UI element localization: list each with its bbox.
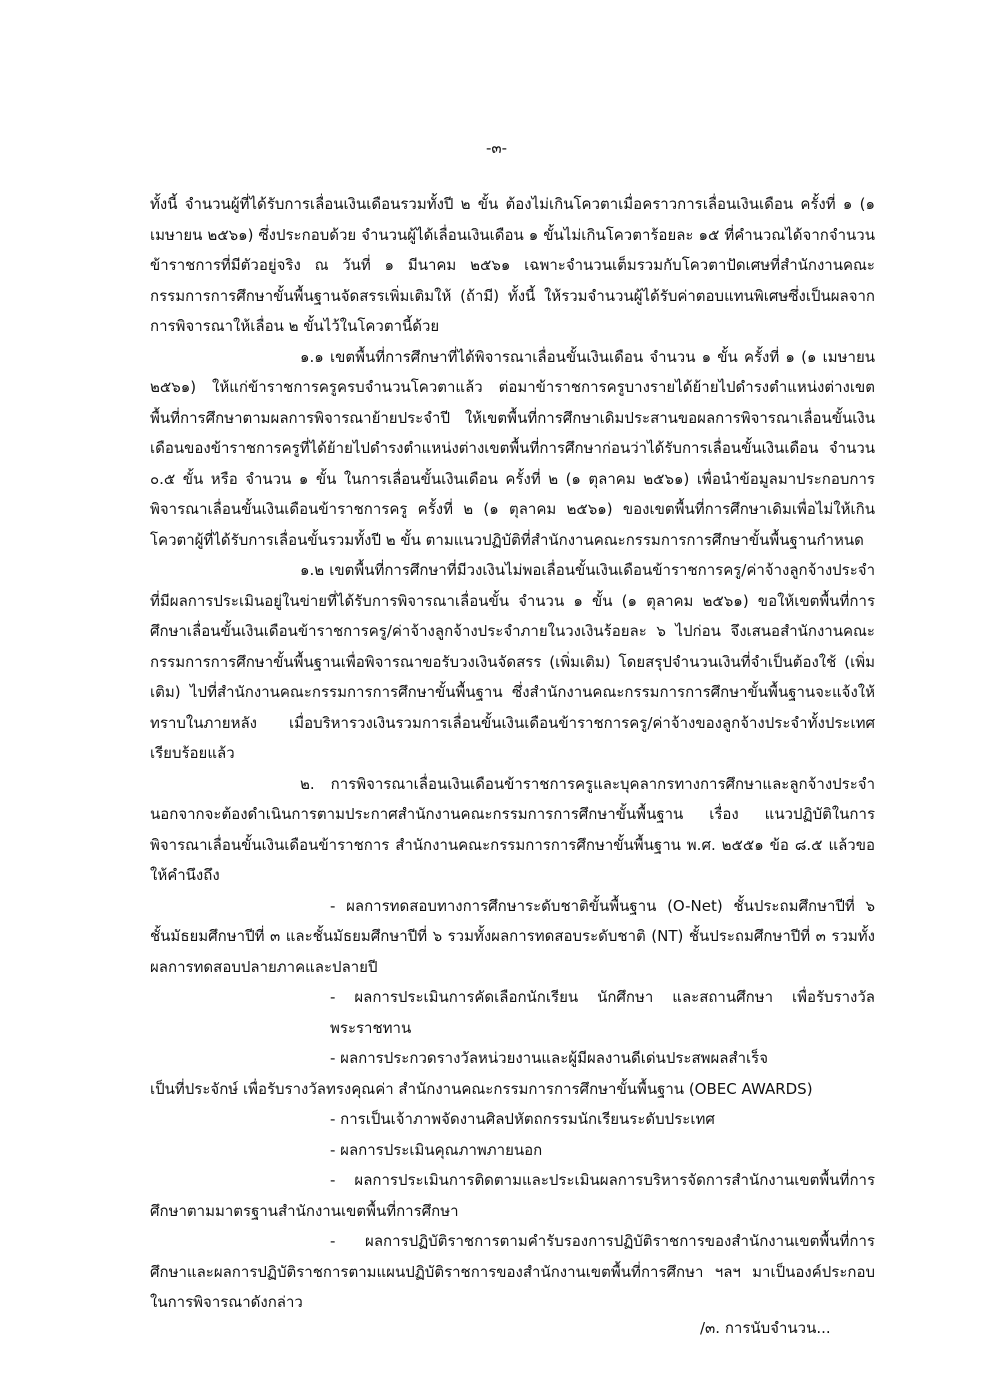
continuation-note: /๓. การนับจำนวน... bbox=[700, 1319, 831, 1337]
bullet-royal-award: - ผลการประเมินการคัดเลือกนักเรียน นักศึกษา และสถานศึกษา เพื่อรับรางวัลพระราชทาน bbox=[330, 988, 875, 1037]
paragraph-intro: ทั้งนี้ จำนวนผู้ที่ได้รับการเลื่อนเงินเดือนรวมทั้งปี ๒ ขั้น ต้องไม่เกินโควตาเมื่อคราวการเลื่อนเงินเดือน ครั้งที่ ๑ (๑ เมษายน ๒๕๖๑) ซึ่งประกอบด้วย จำนวนผู้ได้เลื่อนเงินเดือน ๑ ขั้นไม่เกินโควตาร้อยละ ๑๕ ที่คำนวณได้จากจำนวนข้าราชการที่มีตัวอยู่จริง ณ วันที่ ๑ มีนาคม ๒๕๖๑ เฉพาะจำนวนเต็มรวมกับโควตาปัดเศษที่สำนักงานคณะกรรมการการศึกษาขั้นพื้นฐานจัดสรรเพิ่มเติมให้ (ถ้ามี) ทั้งนี้ ให้รวมจำนวนผู้ได้รับค่าตอบแทนพิเศษซึ่งเป็นผลจากการพิจารณาให้เลื่อน ๒ ขั้นไว้ในโควตานี้ด้วย bbox=[150, 195, 875, 335]
paragraph-1-2: ๑.๒ เขตพื้นที่การศึกษาที่มีวงเงินไม่พอเลื่อนขั้นเงินเดือนข้าราชการครู/ค่าจ้างลูกจ้างประจำที่มีผลการประเมินอยู่ในข่ายที่ได้รับการพิจารณาเลื่อนขั้น จำนวน ๑ ขั้น (๑ ตุลาคม ๒๕๖๑) ขอให้เขตพื้นที่การศึกษาเลื่อนขั้นเงินเดือนข้าราชการครู/ค่าจ้างลูกจ้างประจำภายในวงเงินร้อยละ ๖ ไปก่อน จึงเสนอสำนักงานคณะกรรมการการศึกษาขั้นพื้นฐานเพื่อพิจารณาขอรับวงเงินจัดสรร (เพิ่มเติม) โดยสรุปจำนวนเงินที่จำเป็นต้องใช้ (เพิ่มเติม) ไปที่สำนักงานคณะกรรมการการศึกษาขั้นพื้นฐาน ซึ่งสำนักงานคณะกรรมการการศึกษาขั้นพื้นฐานจะแจ้งให้ทราบในภายหลัง เมื่อบริหารวงเงินรวมการเลื่อนขั้นเงินเดือนข้าราชการครู/ค่าจ้างของลูกจ้างประจำทั้งประเทศเรียบร้อยแล้ว bbox=[150, 561, 875, 762]
bullet-obec-awards-continuation: เป็นที่ประจักษ์ เพื่อรับรางวัลทรงคุณค่า สำนักงานคณะกรรมการการศึกษาขั้นพื้นฐาน (OBEC AWARDS) bbox=[150, 1079, 813, 1098]
bullet-external-quality: - ผลการประเมินคุณภาพภายนอก bbox=[330, 1140, 543, 1159]
document-body bbox=[150, 189, 875, 1318]
bullet-onet-results: - ผลการทดสอบทางการศึกษาระดับชาติขั้นพื้นฐาน (O-Net) ชั้นประถมศึกษาปีที่ ๖ ชั้นมัธยมศึกษาปีที่ ๓ และชั้นมัธยมศึกษาปีที่ ๖ รวมทั้งผลการทดสอบระดับชาติ (NT) ชั้นประถมศึกษาปีที่ ๓ รวมทั้งผลการทดสอบปลายภาคและปลายปี bbox=[150, 896, 875, 976]
bullet-outstanding-award: - ผลการประกวดรางวัลหน่วยงานและผู้มีผลงานดีเด่นประสพผลสำเร็จ bbox=[330, 1049, 769, 1067]
bullet-art-fair-host: - การเป็นเจ้าภาพจัดงานศิลปหัตถกรรมนักเรียนระดับประเทศ bbox=[330, 1110, 715, 1128]
bullet-monitoring-evaluation: - ผลการประเมินการติดตามและประเมินผลการบริหารจัดการสำนักงานเขตพื้นที่การศึกษาตามมาตรฐานสำนักงานเขตพื้นที่การศึกษา bbox=[150, 1171, 875, 1220]
page-number: -๓- bbox=[485, 139, 508, 157]
bullet-performance-agreement: - ผลการปฏิบัติราชการตามคำรับรองการปฏิบัติราชการของสำนักงานเขตพื้นที่การศึกษาและผลการปฏิบัติราชการตามแผนปฏิบัติราชการของสำนักงานเขตพื้นที่การศึกษา ฯลฯ มาเป็นองค์ประกอบในการพิจารณาดังกล่าว bbox=[150, 1232, 875, 1311]
paragraph-1-1: ๑.๑ เขตพื้นที่การศึกษาที่ได้พิจารณาเลื่อนขั้นเงินเดือน จำนวน ๑ ขั้น ครั้งที่ ๑ (๑ เมษายน ๒๕๖๑) ให้แก่ข้าราชการครูครบจำนวนโควตาแล้ว ต่อมาข้าราชการครูบางรายได้ย้ายไปดำรงตำแหน่งต่างเขตพื้นที่การศึกษาตามผลการพิจารณาย้ายประจำปี ให้เขตพื้นที่การศึกษาเดิมประสานขอผลการพิจารณาเลื่อนขั้นเงินเดือนของข้าราชการครูที่ได้ย้ายไปดำรงตำแหน่งต่างเขตพื้นที่การศึกษาก่อนว่าได้รับการเลื่อนขั้นเงินเดือน จำนวน ๐.๕ ขั้น หรือ จำนวน ๑ ขั้น ในการเลื่อนขั้นเงินเดือน ครั้งที่ ๒ (๑ ตุลาคม ๒๕๖๑) เพื่อนำข้อมูลมาประกอบการพิจารณาเลื่อนขั้นเงินเดือนข้าราชการครู ครั้งที่ ๒ (๑ ตุลาคม ๒๕๖๑) ของเขตพื้นที่การศึกษาเดิมเพื่อไม่ให้เกินโควตาผู้ที่ได้รับการเลื่อนขั้นรวมทั้งปี ๒ ขั้น ตามแนวปฏิบัติที่สำนักงานคณะกรรมการการศึกษาขั้นพื้นฐานกำหนด bbox=[150, 347, 875, 549]
paragraph-2: ๒. การพิจารณาเลื่อนเงินเดือนข้าราชการครูและบุคลากรทางการศึกษาและลูกจ้างประจำนอกจากจะต้องดำเนินการตามประกาศสำนักงานคณะกรรมการการศึกษาขั้นพื้นฐาน เรื่อง แนวปฏิบัติในการพิจารณาเลื่อนขั้นเงินเดือนข้าราชการ สำนักงานคณะกรรมการการศึกษาขั้นพื้นฐาน พ.ศ. ๒๕๕๑ ข้อ ๘.๕ แล้วขอให้คำนึงถึง bbox=[150, 774, 875, 884]
